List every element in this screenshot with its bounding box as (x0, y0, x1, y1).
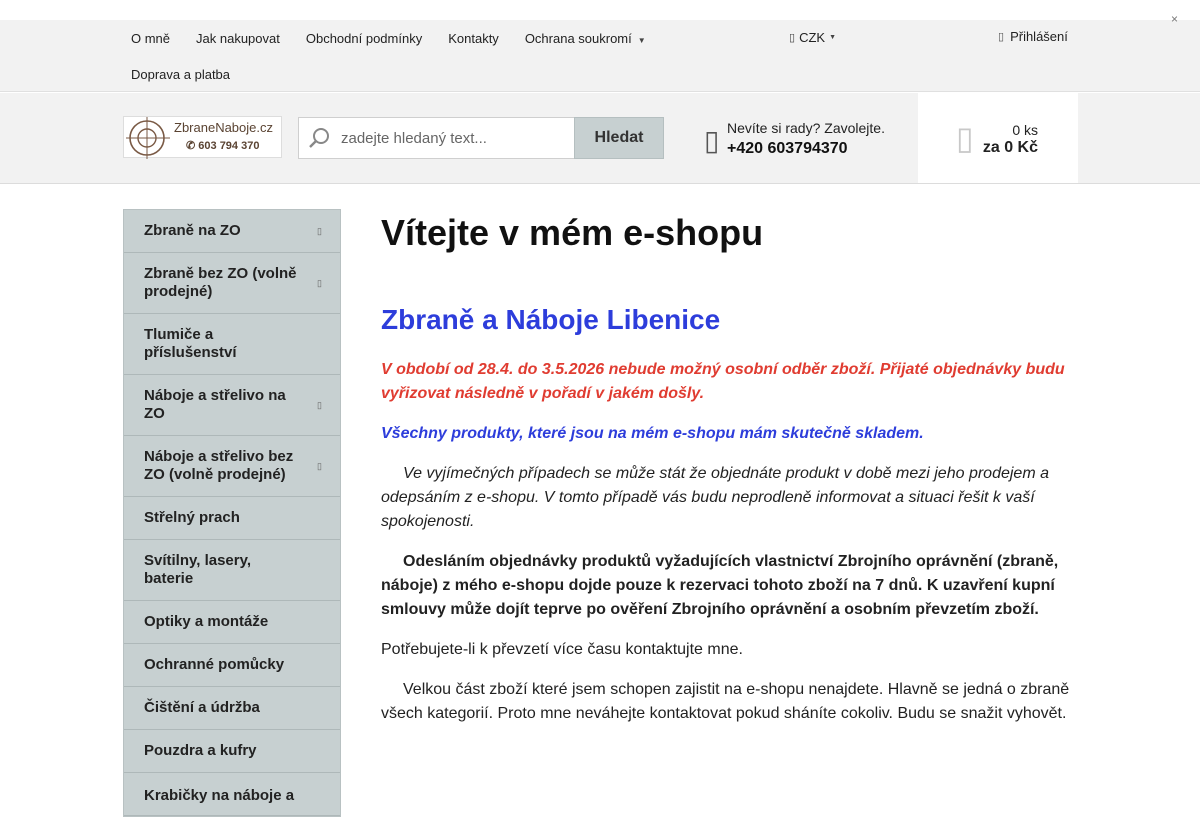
top-nav-row-2 (118, 56, 768, 92)
sidebar-item-ammo-boxes[interactable] (124, 773, 340, 816)
cart-button[interactable] (918, 93, 1078, 183)
sidebar-item-suppressors[interactable] (124, 314, 340, 375)
sidebar-item-label: Svítilny, lasery, baterie (144, 552, 251, 587)
login-label: Přihlášení (1010, 29, 1068, 44)
page-subtitle: Zbraně a Náboje Libenice (381, 304, 721, 335)
nav-link-how-to-buy[interactable]: Jak nakupovat (196, 30, 280, 46)
nav-link-shipping[interactable]: Doprava a platba (131, 66, 231, 82)
crosshair-icon (126, 117, 170, 159)
site-header (0, 93, 1200, 184)
search-icon (309, 127, 331, 149)
top-bar (0, 12, 1200, 92)
search-input[interactable] (341, 130, 561, 147)
sidebar-item-cleaning[interactable] (124, 687, 340, 730)
close-icon[interactable]: × (1171, 12, 1179, 26)
logo-phone (186, 139, 259, 152)
nav-link-contacts[interactable]: Kontakty (448, 30, 499, 46)
nav-link-privacy[interactable] (512, 31, 659, 46)
nav-link-about[interactable]: O mně (131, 30, 171, 46)
sidebar-item-protective-gear[interactable] (124, 644, 340, 687)
cart-total: za 0 Kč (982, 139, 1038, 156)
logo-phone-number: 603 794 370 (198, 140, 260, 152)
chevron-right-icon: ▯ (317, 226, 322, 236)
contact-phone[interactable]: +420 603794370 (727, 140, 848, 157)
sidebar-item-label: Střelný prach (144, 509, 240, 526)
money-icon: ▯ (789, 32, 796, 44)
chevron-right-icon: ▯ (317, 461, 322, 471)
user-icon: ▯ (998, 31, 1005, 43)
paragraph-contact: Potřebujete-li k převzetí více času kontaktujte mne. (381, 641, 743, 658)
nav-link-terms[interactable]: Obchodní podmínky (305, 30, 423, 46)
sidebar-item-label: Zbraně na ZO (144, 222, 241, 239)
sidebar-item-label: Náboje a střelivo na ZO (144, 387, 286, 422)
top-strip (0, 0, 1200, 20)
sidebar-item-weapons-free[interactable] (124, 253, 340, 314)
chevron-down-icon: ▼ (829, 34, 836, 41)
search-button[interactable]: Hledat (574, 117, 664, 159)
nav-link-privacy-label: Ochrana soukromí (524, 30, 632, 46)
paragraph-reservation: Odesláním objednávky produktů vyžadujících vlastnictví Zbrojního oprávnění (zbraně, náboje) z mého e-shopu dojde pouze k rezervaci tohoto zboží na 7 dnů. K uzavření kupní smlouvy může dojít teprve po ověření Zbrojního oprávnění a osobním převzetím zboží. (381, 553, 1059, 618)
sidebar-item-ammo-zo[interactable] (124, 375, 340, 436)
phone-icon: ▯ (704, 125, 720, 156)
cart-icon: ▯ (956, 120, 974, 156)
main-content (381, 210, 1081, 726)
notice-red: V období od 28.4. do 3.5.2026 nebude možný osobní odběr zboží. Přijaté objednávky budu vyřizovat následně v pořadí v jakém došly. (381, 361, 1065, 402)
chevron-right-icon: ▯ (317, 400, 322, 410)
logo-text: ZbraneNaboje.cz (174, 120, 273, 135)
chevron-right-icon: ▯ (317, 278, 322, 288)
sidebar-item-label: Ochranné pomůcky (144, 656, 285, 673)
sidebar-item-label: Zbraně bez ZO (volně prodejné) (144, 265, 297, 300)
phone-icon: ✆ (186, 140, 199, 152)
cart-count: 0 ks (1012, 122, 1038, 138)
paragraph-exceptions: Ve vyjímečných případech se může stát že objednáte produkt v době mezi jeho prodejem a odepsáním z e-shopu. V tomto případě vás budu neprodleně informovat a situaci řešit k vaší spokojenosti. (381, 465, 1049, 530)
top-nav-row-1 (118, 20, 768, 56)
search-bar (298, 117, 664, 159)
contact-question: Nevíte si rady? Zavolejte. (727, 120, 885, 136)
sidebar-item-label: Čištění a údržba (144, 699, 260, 716)
notice-blue: Všechny produkty, které jsou na mém e-shopu mám skutečně skladem. (381, 425, 924, 442)
paragraph-more-goods: Velkou část zboží které jsem schopen zajistit na e-shopu nenajdete. Hlavně se jedná o zbraně všech kategorií. Proto mne neváhejte kontaktovat pokud sháníte cokoliv. Budu se snažit vyhovět. (381, 681, 1070, 722)
sidebar-item-cases[interactable] (124, 730, 340, 773)
chevron-down-icon: ▼ (637, 35, 646, 45)
sidebar-item-label: Tlumiče a příslušenství (144, 326, 237, 361)
sidebar-item-label: Pouzdra a kufry (144, 742, 257, 759)
page-title: Vítejte v mém e-shopu (381, 212, 764, 253)
category-sidebar (123, 209, 341, 817)
top-navigation (118, 20, 768, 92)
sidebar-item-ammo-free[interactable] (124, 436, 340, 497)
sidebar-item-flashlights[interactable] (124, 540, 340, 601)
currency-label: CZK (799, 30, 826, 45)
sidebar-item-label: Optiky a montáže (144, 613, 269, 630)
sidebar-item-label: Krabičky na náboje a (144, 787, 295, 804)
sidebar-item-optics[interactable] (124, 601, 340, 644)
sidebar-item-label: Náboje a střelivo bez ZO (volně prodejné) (144, 448, 294, 483)
login-link[interactable] (998, 29, 1068, 44)
site-logo[interactable] (123, 116, 282, 158)
sidebar-item-weapons-zo[interactable] (124, 210, 340, 253)
search-field-wrapper (298, 117, 574, 159)
sidebar-item-gunpowder[interactable] (124, 497, 340, 540)
currency-selector[interactable] (789, 30, 836, 45)
